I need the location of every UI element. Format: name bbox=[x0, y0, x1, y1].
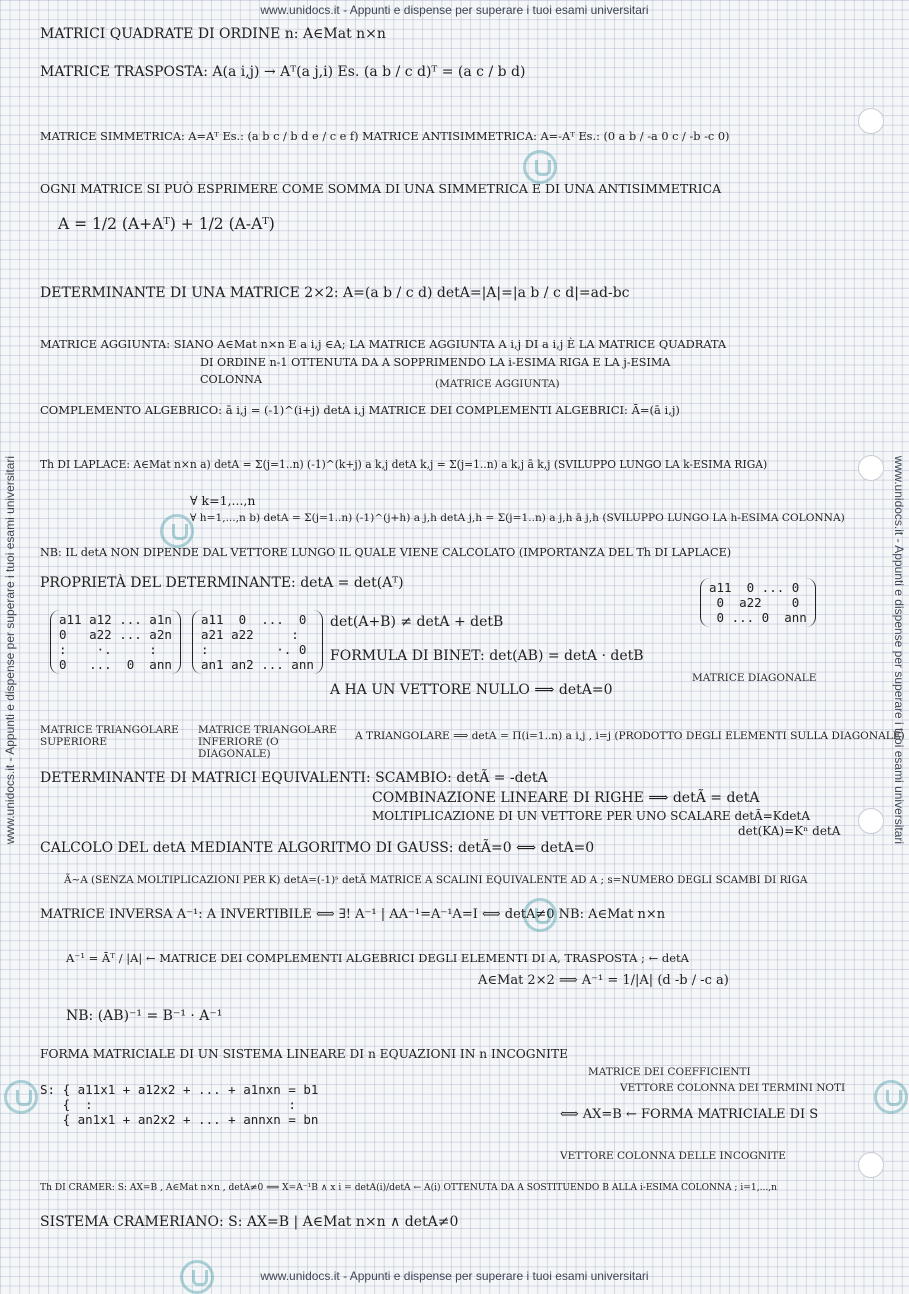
label-diagonal: MATRICE DIAGONALE bbox=[692, 672, 817, 684]
line-cofactor: COMPLEMENTO ALGEBRICO: ā i,j = (-1)^(i+j) detA i,j MATRICE DEI COMPLEMENTI ALGEBRICI: Ā=(ā i,j) bbox=[40, 403, 680, 417]
line-equivalent-swap: DETERMINANTE DI MATRICI EQUIVALENTI: SCAMBIO: detÃ = -detA bbox=[40, 770, 548, 786]
label-unknowns-vector: VETTORE COLONNA DELLE INCOGNITE bbox=[560, 1150, 786, 1162]
label-known-terms-vector: VETTORE COLONNA DEI TERMINI NOTI bbox=[620, 1082, 846, 1094]
line-system-form: FORMA MATRICIALE DI UN SISTEMA LINEARE DI n EQUAZIONI IN n INCOGNITE bbox=[40, 1047, 569, 1061]
line-adjoint-2: DI ORDINE n-1 OTTENUTA DA A SOPPRIMENDO LA i-ESIMA RIGA E LA j-ESIMA bbox=[200, 356, 671, 369]
lower-triangular-matrix: a11 0 ... 0 a21 a22 : : ·. 0 an1 an2 ... ann bbox=[192, 610, 323, 674]
line-cramer: Th DI CRAMER: S: AX=B , A∈Mat n×n , detA≠0 ⟹ X=A⁻¹B ∧ x i = detA(i)/detA ← A(i) OTTENUTA DA A SOSTITUENDO B ALLA i-ESIMA COLONNA ; i=1,...,n bbox=[40, 1183, 777, 1193]
note-adjoint-matrix: (MATRICE AGGIUNTA) bbox=[435, 378, 560, 390]
binder-hole-icon bbox=[858, 455, 884, 481]
watermark-right: www.unidocs.it - Appunti e dispense per superare i tuoi esami universitari bbox=[892, 455, 906, 845]
diagonal-matrix: a11 0 ... 0 0 a22 0 0 ... 0 ann bbox=[700, 578, 816, 627]
label-coefficient-matrix: MATRICE DEI COEFFICIENTI bbox=[588, 1066, 751, 1078]
watermark-logo-icon bbox=[523, 150, 557, 184]
label-lower-triangular: MATRICE TRIANGOLARE INFERIORE (O DIAGONALE) bbox=[198, 724, 337, 760]
watermark-bottom: www.unidocs.it - Appunti e dispense per superare i tuoi esami universitari bbox=[260, 1269, 649, 1283]
binder-hole-icon bbox=[858, 108, 884, 134]
line-matrix-form: ⟺ AX=B ← FORMA MATRICIALE DI S bbox=[560, 1107, 819, 1122]
line-gauss: CALCOLO DEL detA MEDIANTE ALGORITMO DI GAUSS: detÃ=0 ⟺ detA=0 bbox=[40, 840, 595, 856]
line-inverse-2x2: A∈Mat 2×2 ⟹ A⁻¹ = 1/|A| (d -b / -c a) bbox=[478, 973, 729, 988]
binder-hole-icon bbox=[858, 808, 884, 834]
line-binet: FORMULA DI BINET: det(AB) = detA · detB bbox=[330, 648, 644, 664]
line-null-vector: A HA UN VETTORE NULLO ⟹ detA=0 bbox=[330, 682, 613, 698]
binder-hole-icon bbox=[858, 1152, 884, 1178]
line-transpose: MATRICE TRASPOSTA: A(a i,j) → Aᵀ(a j,i) Es. (a b / c d)ᵀ = (a c / b d) bbox=[40, 64, 526, 80]
line-inverse-formula: A⁻¹ = Āᵀ / |A| ← MATRICE DEI COMPLEMENTI ALGEBRICI DEGLI ELEMENTI DI A, TRASPOSTA ; ← detA bbox=[66, 951, 689, 965]
line-square-matrices: MATRICI QUADRATE DI ORDINE n: A∈Mat n×n bbox=[40, 26, 386, 42]
watermark-logo-icon bbox=[160, 514, 194, 548]
line-adjoint-3: COLONNA bbox=[200, 373, 262, 386]
line-det-properties: PROPRIETÀ DEL DETERMINANTE: detA = det(Aᵀ) bbox=[40, 575, 404, 591]
linear-system: S: { a11x1 + a12x2 + ... + a1nxn = b1 { : : { an1x1 + an2x2 + ... + annxn = bn bbox=[40, 1082, 319, 1127]
watermark-left: www.unidocs.it - Appunti e dispense per superare i tuoi esami universitari bbox=[3, 455, 17, 845]
line-equivalent-combination: COMBINAZIONE LINEARE DI RIGHE ⟹ detÃ = detA bbox=[372, 790, 760, 806]
line-equivalent-kn: det(KA)=Kⁿ detA bbox=[738, 824, 841, 838]
line-triangular-product: A TRIANGOLARE ⟹ detA = Π(i=1..n) a i,j , i=j (PRODOTTO DEGLI ELEMENTI SULLA DIAGONALE) bbox=[355, 730, 905, 742]
line-adjoint-1: MATRICE AGGIUNTA: SIANO A∈Mat n×n E a i,j ∈A; LA MATRICE AGGIUNTA A i,j DI a i,j È LA MATRICE QUADRATA bbox=[40, 337, 727, 351]
line-gauss-steps: Ã∼A (SENZA MOLTIPLICAZIONI PER K) detA=(-1)ˢ detÃ MATRICE A SCALINI EQUIVALENTE AD A ; s=NUMERO DEGLI SCAMBI DI RIGA bbox=[64, 874, 808, 886]
watermark-top: www.unidocs.it - Appunti e dispense per superare i tuoi esami universitari bbox=[260, 3, 649, 17]
watermark-logo-icon bbox=[4, 1080, 38, 1114]
upper-triangular-matrix: a11 a12 ... a1n 0 a22 ... a2n : ·. : 0 ... 0 ann bbox=[50, 610, 181, 674]
line-equivalent-scalar: MOLTIPLICAZIONE DI UN VETTORE PER UNO SCALARE detÃ=KdetA bbox=[372, 809, 811, 823]
line-inverse: MATRICE INVERSA A⁻¹: A INVERTIBILE ⟺ ∃! A⁻¹ | AA⁻¹=A⁻¹A=I ⟺ detA≠0 NB: A∈Mat n×n bbox=[40, 907, 666, 922]
line-decomposition-formula: A = 1/2 (A+Aᵀ) + 1/2 (A-Aᵀ) bbox=[58, 215, 275, 233]
line-laplace-b: ∀ h=1,...,n b) detA = Σ(j=1..n) (-1)^(j+h) a j,h detA j,h = Σ(j=1..n) a j,h ā j,h (SVILUPPO LUNGO LA h-ESIMA COLONNA) bbox=[190, 512, 845, 524]
line-decomposition: OGNI MATRICE SI PUÒ ESPRIMERE COME SOMMA DI UNA SIMMETRICA E DI UNA ANTISIMMETRICA bbox=[40, 181, 722, 196]
watermark-logo-icon bbox=[180, 1260, 214, 1294]
line-nb-laplace: NB: IL detA NON DIPENDE DAL VETTORE LUNGO IL QUALE VIENE CALCOLATO (IMPORTANZA DEL Th DI LAPLACE) bbox=[40, 546, 732, 559]
line-cramerian-system: SISTEMA CRAMERIANO: S: AX=B | A∈Mat n×n ∧ detA≠0 bbox=[40, 1214, 459, 1230]
label-upper-triangular: MATRICE TRIANGOLARE SUPERIORE bbox=[40, 724, 179, 748]
line-laplace-k: ∀ k=1,...,n bbox=[190, 493, 256, 508]
line-symmetric: MATRICE SIMMETRICA: A=Aᵀ Es.: (a b c / b d e / c e f) MATRICE ANTISIMMETRICA: A=-Aᵀ Es.: (0 a b / -a 0 c / -b -c 0) bbox=[40, 130, 730, 143]
line-laplace-a: Th DI LAPLACE: A∈Mat n×n a) detA = Σ(j=1..n) (-1)^(k+j) a k,j detA k,j = Σ(j=1..n) a k,j ā k,j (SVILUPPO LUNGO LA k-ESIMA RIGA) bbox=[40, 458, 768, 471]
line-determinant-2x2: DETERMINANTE DI UNA MATRICE 2×2: A=(a b / c d) detA=|A|=|a b / c d|=ad-bc bbox=[40, 285, 630, 301]
watermark-logo-icon bbox=[874, 1080, 908, 1114]
line-inverse-product: NB: (AB)⁻¹ = B⁻¹ · A⁻¹ bbox=[66, 1008, 223, 1024]
line-det-sum: det(A+B) ≠ detA + detB bbox=[330, 614, 504, 630]
